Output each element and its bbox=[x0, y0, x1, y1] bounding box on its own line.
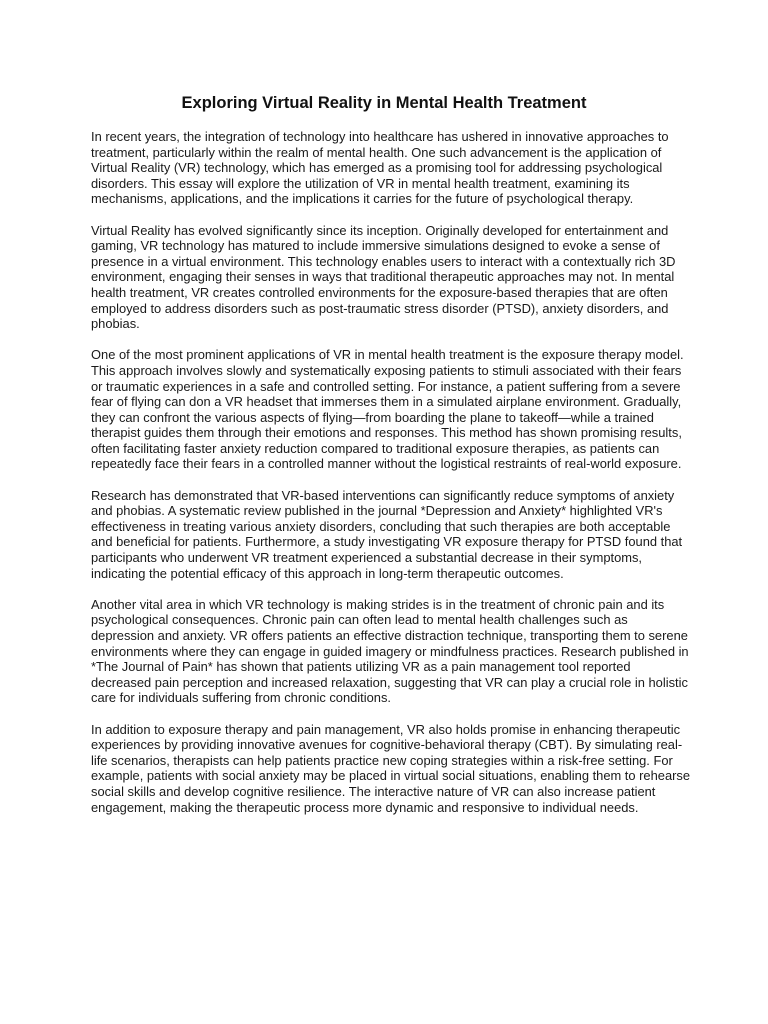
paragraph-cbt: In addition to exposure therapy and pain management, VR also holds promise in enhancing therapeutic experiences by providing innovative avenues for cognitive-behavioral therapy (CBT). By simulating real-life scenarios, therapists can help patients practice new coping strategies within a risk-free setting. For example, patients with social anxiety may be placed in virtual social situations, enabling them to rehearse social skills and develop cognitive resilience. The interactive nature of VR can also increase patient engagement, making the therapeutic process more dynamic and responsive to individual needs. bbox=[91, 721, 691, 815]
paragraph-chronic-pain: Another vital area in which VR technology is making strides is in the treatment of chronic pain and its psychological consequences. Chronic pain can often lead to mental health challenges such as depression and anxiety. VR offers patients an effective distraction technique, transporting them to serene environments where they can engage in guided imagery or mindfulness practices. Research published in *The Journal of Pain* has shown that patients utilizing VR as a pain management tool reported decreased pain perception and increased relaxation, suggesting that VR can play a crucial role in holistic care for individuals suffering from chronic conditions. bbox=[91, 596, 689, 706]
paragraph-introduction: In recent years, the integration of technology into healthcare has ushered in innovative approaches to treatment, particularly within the realm of mental health. One such advancement is the application of Virtual Reality (VR) technology, which has emerged as a promising tool for addressing psychological disorders. This essay will explore the utilization of VR in mental health treatment, examining its mechanisms, applications, and the implications it carries for the future of psychological therapy. bbox=[91, 129, 669, 207]
document-title: Exploring Virtual Reality in Mental Health Treatment bbox=[181, 94, 587, 112]
paragraph-vr-evolution: Virtual Reality has evolved significantly since its inception. Originally developed for entertainment and gaming, VR technology has matured to include immersive simulations designed to evoke a sense of presence in a virtual environment. This technology enables users to interact with a contextually rich 3D environment, engaging their senses in ways that traditional therapeutic approaches may not. In mental health treatment, VR creates controlled environments for the exposure-based therapies that are often employed to address disorders such as post-traumatic stress disorder (PTSD), anxiety disorders, and phobias. bbox=[91, 222, 676, 332]
paragraph-exposure-therapy: One of the most prominent applications of VR in mental health treatment is the exposure therapy model. This approach involves slowly and systematically exposing patients to stimuli associated with their fears or traumatic experiences in a safe and controlled setting. For instance, a patient suffering from a severe fear of flying can don a VR headset that immerses them in a simulated airplane environment. Gradually, they can confront the various aspects of flying—from boarding the plane to takeoff—while a trained therapist guides them through their emotions and responses. This method has shown promising results, often facilitating faster anxiety reduction compared to traditional exposure therapies, as patients can repeatedly face their fears in a controlled manner without the logistical restraints of real-world exposure. bbox=[91, 347, 684, 472]
document-body bbox=[91, 129, 691, 831]
paragraph-research-evidence: Research has demonstrated that VR-based interventions can significantly reduce symptoms of anxiety and phobias. A systematic review published in the journal *Depression and Anxiety* highlighted VR's effectiveness in treating various anxiety disorders, concluding that such therapies are both acceptable and beneficial for patients. Furthermore, a study investigating VR exposure therapy for PTSD found that participants who underwent VR treatment experienced a substantial decrease in their symptoms, indicating the potential efficacy of this approach in long-term therapeutic outcomes. bbox=[91, 487, 683, 581]
